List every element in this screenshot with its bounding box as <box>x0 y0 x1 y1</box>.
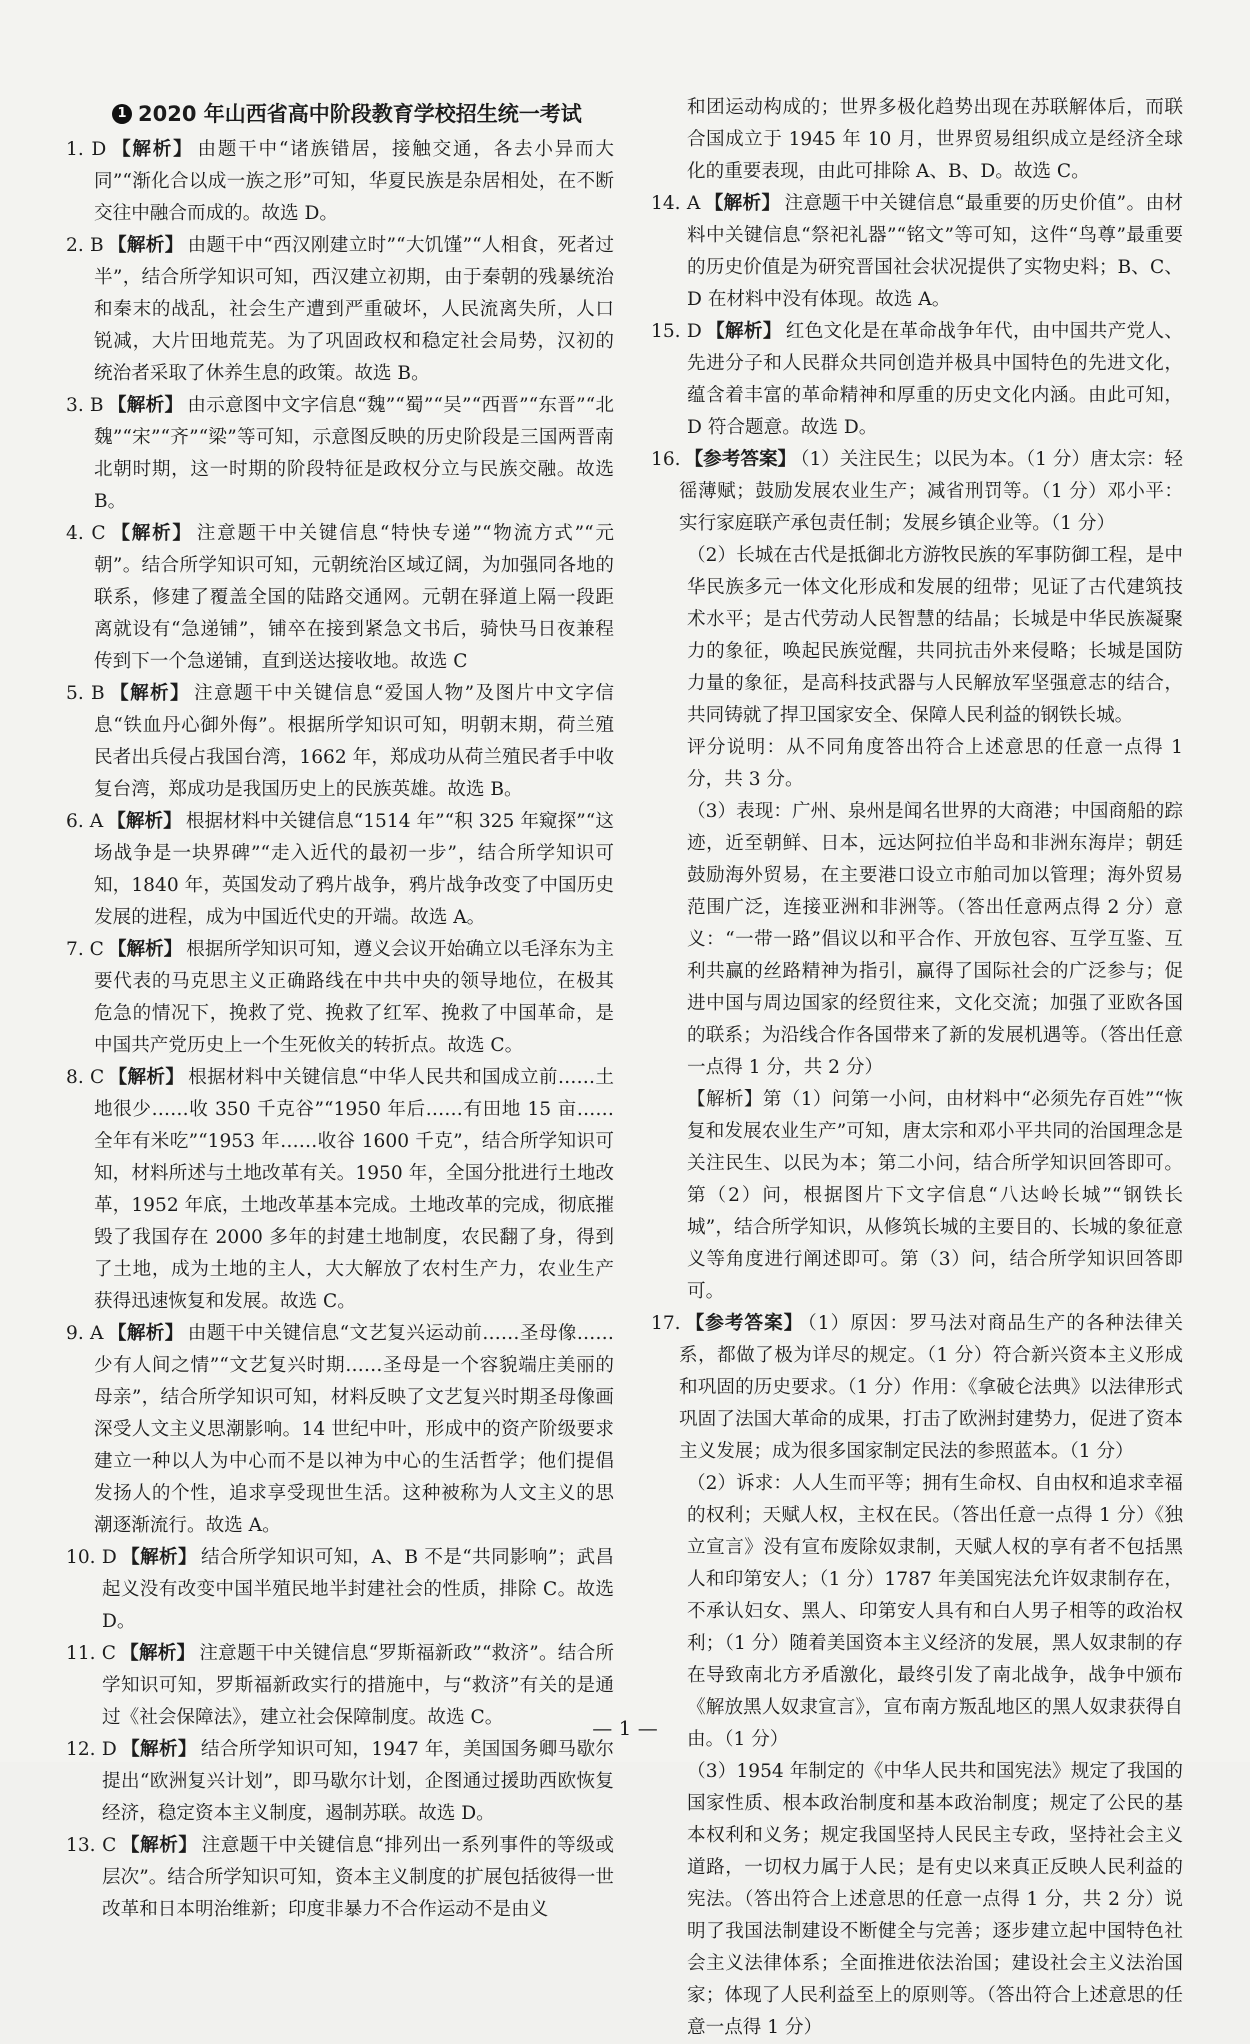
title-text: 2020 年山西省高中阶段教育学校招生统一考试 <box>138 102 582 126</box>
question-number: 16. <box>651 449 681 470</box>
answer-text: 由示意图中文字信息“魏”“蜀”“吴”“西晋”“东晋”“北魏”“宋”“齐”“梁”等可知，示意图反映的历史阶段是三国两晋南北朝时期，这一时期的阶段特征是政权分立与民族交融。故选 B。 <box>94 395 614 512</box>
answer-tag: 【解析】 <box>107 1323 184 1344</box>
question-number: 15. D <box>651 321 702 342</box>
answer-paragraph: 评分说明：从不同角度答出符合上述意思的任意一点得 1 分，共 3 分。 <box>687 737 1183 790</box>
answer-tag: 【参考答案】 <box>684 449 797 470</box>
answer-item <box>66 390 614 518</box>
answer-tag: 【解析】 <box>108 683 191 704</box>
answer-item <box>651 1308 1183 1468</box>
answer-tag: 【解析】 <box>120 1739 197 1760</box>
question-number: 6. A <box>66 811 104 832</box>
answer-text: 由题干中关键信息“文艺复兴运动前……圣母像……少有人间之情”“文艺复兴时期……圣母是一个容貌端庄美丽的母亲”，结合所学知识可知，材料反映了文艺复兴时期圣母像画深受人文主义思潮影响。14 世纪中叶，形成中的资产阶级要求建立一种以人为中心而不是以神为中心的生活哲学；他们提倡发扬人的个性，追求享受现世生活。这种被称为人文主义的思潮逐渐流行。故选 A。 <box>94 1323 614 1536</box>
number-badge-icon: 1 <box>112 104 132 124</box>
answer-paragraph: （2）长城在古代是抵御北方游牧民族的军事防御工程，是中华民族多元一体文化形成和发展的纽带；见证了古代建筑技术水平；是古代劳动人民智慧的结晶；长城是中华民族凝聚力的象征，唤起民族觉醒，共同抗击外来侵略；长城是国防力量的象征，是高科技武器与人民解放军坚强意志的结合，共同铸就了捍卫国家安全、保障人民利益的钢铁长城。 <box>687 545 1183 726</box>
question-number: 5. B <box>66 683 105 704</box>
question-number: 7. C <box>66 939 104 960</box>
answer-item <box>66 1062 614 1318</box>
right-column <box>651 92 1183 2044</box>
answer-tag: 【解析】 <box>704 193 781 214</box>
question-number: 14. A <box>651 193 701 214</box>
answer-tag: 【解析】 <box>120 1835 198 1856</box>
question-number: 2. B <box>66 235 104 256</box>
answer-paragraph: （2）诉求：人人生而平等；拥有生命权、自由权和追求幸福的权利；天赋人权，主权在民。（答出任意一点得 1 分）《独立宣言》没有宣布废除奴隶制，天赋人权的享有者不包括黑人和印第安人；（1 分）1787 年美国宪法允许奴隶制存在，不承认妇女、黑人、印第安人具有和白人男子相等的政治权利；（1 分）随着美国资本主义经济的发展，黑人奴隶制的存在导致南北方矛盾激化，最终引发了南北战争，战争中颁布《解放黑人奴隶宣言》，宣布南方叛乱地区的黑人奴隶获得自由。（1 分） <box>687 1473 1183 1750</box>
left-column <box>66 96 614 1926</box>
answer-item <box>66 934 614 1062</box>
question-number: 8. C <box>66 1067 105 1088</box>
answer-tag: 【解析】 <box>110 139 194 160</box>
right-answer-list <box>651 92 1183 2044</box>
left-answer-list <box>66 134 614 1926</box>
page-number: — 1 — <box>592 1716 658 1740</box>
answer-item <box>651 444 1183 540</box>
answer-item <box>651 188 1183 316</box>
answer-item <box>66 1318 614 1542</box>
answer-text: 根据材料中关键信息“1514 年”“积 325 年窥探”“这场战争是一块界碑”“走入近代的最初一步”，结合所学知识可知，1840 年，英国发动了鸦片战争，鸦片战争改变了中国历史发展的进程，成为中国近代史的开端。故选 A。 <box>94 811 614 928</box>
answer-tag: 【解析】 <box>108 1067 185 1088</box>
page-title <box>112 96 614 132</box>
answer-tag: 【解析】 <box>107 395 184 416</box>
answer-text: 根据所学知识可知，遵义会议开始确立以毛泽东为主要代表的马克思主义正确路线在中共中央的领导地位，在极其危急的情况下，挽救了党、挽救了红军、挽救了中国革命，是中国共产党历史上一个生死攸关的转折点。故选 C。 <box>94 939 614 1056</box>
answer-item <box>66 1542 614 1638</box>
answer-item <box>66 518 614 678</box>
answer-tag: 【解析】 <box>107 811 182 832</box>
question-number: 9. A <box>66 1323 104 1344</box>
answer-text: 红色文化是在革命战争年代，由中国共产党人、先进分子和人民群众共同创造并极具中国特色的先进文化，蕴含着丰富的革命精神和厚重的历史文化内涵。由此可知，D 符合题意。故选 D。 <box>687 321 1183 438</box>
answer-item <box>66 806 614 934</box>
answer-text: 由题干中“西汉刚建立时”“大饥馑”“人相食，死者过半”，结合所学知识可知，西汉建立初期，由于秦朝的残暴统治和秦末的战乱，社会生产遭到严重破坏，人民流离失所，人口锐减，大片田地荒芜。为了巩固政权和稳定社会局势，汉初的统治者采取了休养生息的政策。故选 B。 <box>94 235 614 384</box>
answer-paragraph: （3）表现：广州、泉州是闻名世界的大商港；中国商船的踪迹，近至朝鲜、日本，远达阿拉伯半岛和非洲东海岸；朝廷鼓励海外贸易，在主要港口设立市舶司加以管理；海外贸易范围广泛，连接亚洲和非洲等。（答出任意两点得 2 分）意义：“一带一路”倡议以和平合作、开放包容、互学互鉴、互利共赢的丝路精神为指引，赢得了国际社会的广泛参与；促进中国与周边国家的经贸往来，文化交流；加强了亚欧各国的联系；为沿线合作各国带来了新的发展机遇等。（答出任意一点得 1 分，共 2 分） <box>687 801 1183 1078</box>
answer-text: 结合所学知识可知，1947 年，美国国务卿马歇尔提出“欧洲复兴计划”，即马歇尔计划，企图通过援助西欧恢复经济，稳定资本主义制度，遏制苏联。故选 D。 <box>102 1739 615 1824</box>
answer-item <box>66 230 614 390</box>
answer-paragraph: 【解析】第（1）问第一小问，由材料中“必须先存百姓”“恢复和发展农业生产”可知，唐太宗和邓小平共同的治国理念是关注民生、以民为本；第二小问，结合所学知识回答即可。第（2）问，根据图片下文字信息“八达岭长城”“钢铁长城”，结合所学知识，从修筑长城的主要目的、长城的象征意义等角度进行阐述即可。第（3）问，结合所学知识回答即可。 <box>687 1089 1183 1302</box>
answer-tag: 【解析】 <box>107 235 184 256</box>
answer-item <box>66 134 614 230</box>
answer-text: 注意题干中关键信息“最重要的历史价值”。由材料中关键信息“祭祀礼器”“铭文”等可知，这件“鸟尊”最重要的历史价值是为研究晋国社会状况提供了实物史料；B、C、D 在材料中没有体现。故选 A。 <box>687 193 1183 310</box>
answer-text: 根据材料中关键信息“中华人民共和国成立前……土地很少……收 350 千克谷”“1950 年后……有田地 15 亩……全年有米吃”“1953 年……收谷 1600 千克”，结合所学知识可知，材料所述与土地改革有关。1950 年，全国分批进行土地改革，1952 年底，土地改革基本完成。土地改革的完成，彻底摧毁了我国存在 2000 多年的封建土地制度，农民翻了身，得到了土地，成为土地的主人，大大解放了农村生产力，农业生产获得迅速恢复和发展。故选 C。 <box>94 1067 614 1312</box>
answer-text: （1）关注民生；以民为本。（1 分）唐太宗：轻徭薄赋；鼓励发展农业生产；减省刑罚等。（1 分）邓小平：实行家庭联产承包责任制；发展乡镇企业等。（1 分） <box>679 449 1184 534</box>
answer-paragraph: （3）1954 年制定的《中华人民共和国宪法》规定了我国的国家性质、根本政治制度和基本政治制度；规定了公民的基本权利和义务；规定我国坚持人民民主专政，坚持社会主义道路，一切权力属于人民；是有史以来真正反映人民利益的宪法。（答出符合上述意思的任意一点得 1 分，共 2 分）说明了我国法制建设不断健全与完善；逐步建立起中国特色社会主义法律体系；全面推进依法治国；建设社会主义法治国家；体现了人民利益至上的原则等。（答出符合上述意思的任意一点得 1 分） <box>687 1761 1183 2038</box>
answer-text: 由题干中“诸族错居，接触交通，各去小异而大同”“渐化合以成一族之形”可知，华夏民族是杂居相处，在不断交往中融合而成的。故选 D。 <box>94 139 614 224</box>
question-number: 10. D <box>66 1547 117 1568</box>
answer-text: 结合所学知识可知，A、B 不是“共同影响”；武昌起义没有改变中国半殖民地半封建社会的性质，排除 C。故选 D。 <box>102 1547 614 1632</box>
question-number: 1. D <box>66 139 107 160</box>
answer-tag: 【解析】 <box>109 523 193 544</box>
answer-item <box>66 1830 614 1926</box>
answer-tag: 【解析】 <box>119 1643 196 1664</box>
question-number: 13. C <box>66 1835 117 1856</box>
answer-item <box>66 678 614 806</box>
answer-text: （1）原因：罗马法对商品生产的各种法律关系，都做了极为详尽的规定。（1 分）符合新兴资本主义形成和巩固的历史要求。（1 分）作用：《拿破仑法典》以法律形式巩固了法国大革命的成果，打击了欧洲封建势力，促进了资本主义发展；成为很多国家制定民法的参照蓝本。（1 分） <box>679 1313 1183 1462</box>
question-number: 11. C <box>66 1643 116 1664</box>
answer-tag: 【参考答案】 <box>684 1313 804 1334</box>
answer-text: 注意题干中关键信息“特快专递”“物流方式”“元朝”。结合所学知识可知，元朝统治区域辽阔，为加强同各地的联系，修建了覆盖全国的陆路交通网。元朝在驿道上隔一段距离就设有“急递铺”，铺卒在接到紧急文书后，骑快马日夜兼程传到下一个急递铺，直到送达接收地。故选 C <box>94 523 614 672</box>
answer-tag: 【解析】 <box>107 939 183 960</box>
question-number: 12. D <box>66 1739 117 1760</box>
answer-tag: 【解析】 <box>705 321 782 342</box>
question-number: 3. B <box>66 395 104 416</box>
answer-text: 注意题干中关键信息“排列出一系列事件的等级或层次”。结合所学知识可知，资本主义制度的扩展包括彼得一世改革和日本明治维新；印度非暴力不合作运动不是由义 <box>102 1835 614 1920</box>
answer-tag: 【解析】 <box>120 1547 197 1568</box>
answer-text: 注意题干中关键信息“罗斯福新政”“救济”。结合所学知识可知，罗斯福新政实行的措施中，与“救济”有关的是通过《社会保障法》，建立社会保障制度。故选 C。 <box>102 1643 614 1728</box>
answer-item <box>66 1734 614 1830</box>
answer-text: 注意题干中关键信息“爱国人物”及图片中文字信息“铁血丹心御外侮”。根据所学知识可知，明朝末期，荷兰殖民者出兵侵占我国台湾，1662 年，郑成功从荷兰殖民者手中收复台湾，郑成功是我国历史上的民族英雄。故选 B。 <box>94 683 614 800</box>
question-number: 17. <box>651 1313 681 1334</box>
question-number: 4. C <box>66 523 106 544</box>
answer-item <box>651 316 1183 444</box>
continued-text: 和团运动构成的；世界多极化趋势出现在苏联解体后，而联合国成立于 1945 年 10 月，世界贸易组织成立是经济全球化的重要表现，由此可排除 A、B、D。故选 C。 <box>687 97 1183 182</box>
